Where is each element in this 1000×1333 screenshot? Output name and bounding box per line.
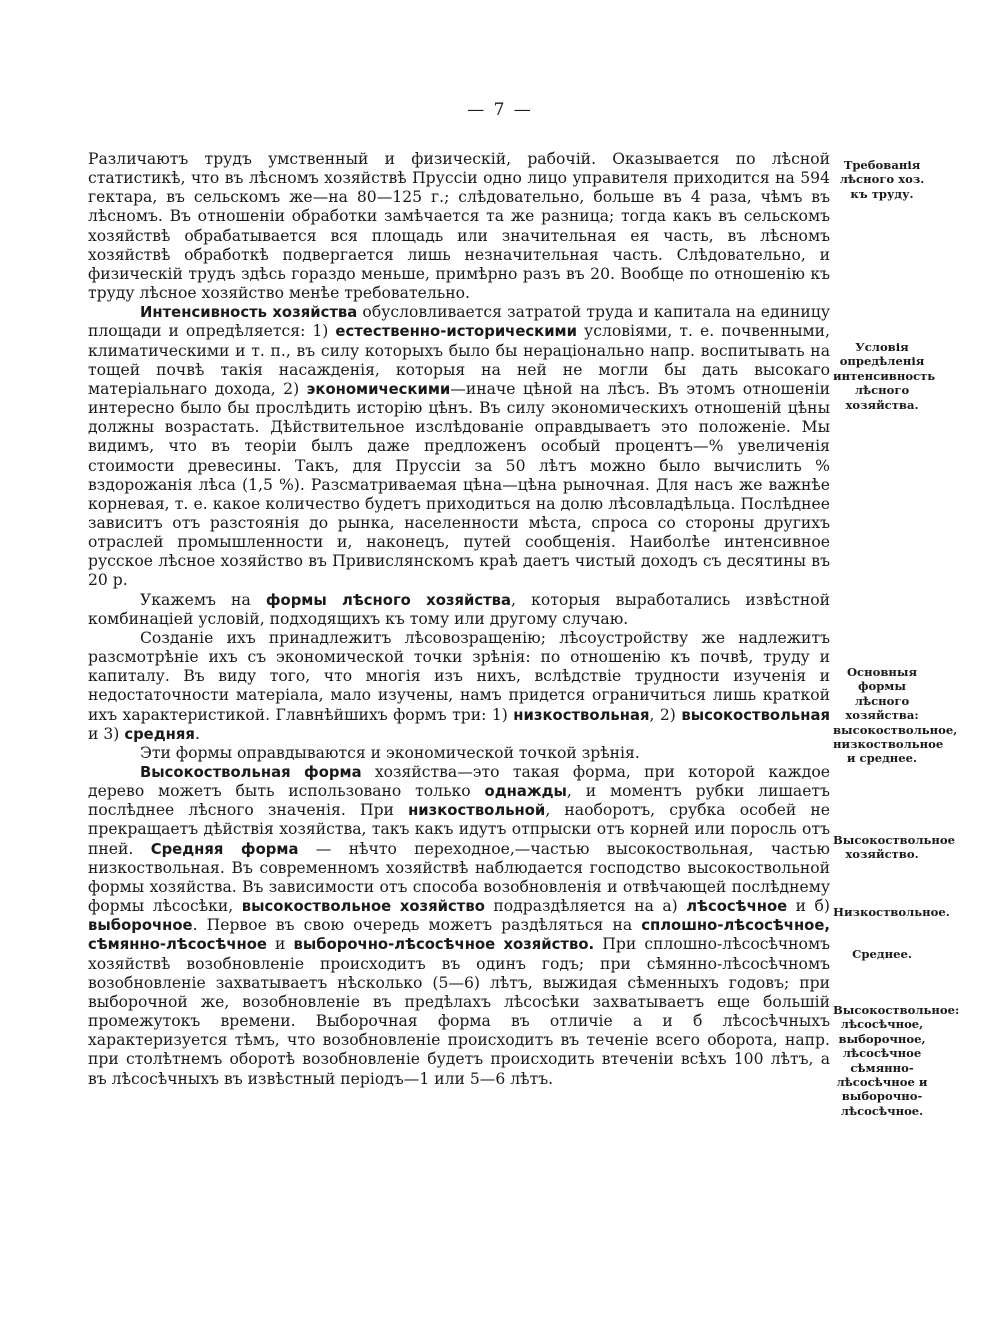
bold-term: однажды — [484, 783, 567, 801]
text-run: и б) — [787, 897, 830, 916]
paragraph-forms-justified — [88, 744, 830, 763]
paragraph-intensity — [88, 303, 830, 590]
paragraph-forms-intro — [88, 591, 830, 629]
text-run: , которыя выработались извѣстной комбинаціей условій, подходящихъ къ тому или другому случаю. — [88, 590, 831, 628]
bold-term: лѣсосѣчное — [686, 898, 788, 916]
margin-note-coppice: Низкоствольное. — [833, 905, 950, 919]
text-run: обусловливается затратой труда и капитала на единицу площади и опредѣляется: 1) — [88, 303, 830, 341]
bold-term: выборочное — [88, 917, 193, 935]
text-run: . Первое въ свою очередь можетъ раздѣляться на — [192, 916, 642, 935]
page-number: — 7 — — [467, 100, 533, 120]
text-run: , 2) — [649, 705, 682, 724]
bold-term: Высокоствольная форма — [140, 764, 362, 781]
bold-term: высокоствольная — [681, 706, 830, 724]
bold-term: формы лѣсного хозяйства — [265, 591, 512, 609]
margin-note-middle: Среднее. — [852, 947, 912, 961]
paragraph-high-forest — [88, 763, 830, 1089]
text-run: Эти формы оправдываются и экономической точкой зрѣнія. — [140, 743, 640, 762]
text-run: . — [194, 724, 200, 743]
main-text — [88, 150, 830, 1089]
paragraph-labor — [88, 150, 830, 303]
text-run: подраздѣляется на а) — [484, 897, 687, 916]
bold-term: Средняя форма — [150, 840, 299, 858]
text-run: —иначе цѣной на лѣсъ. Въ этомъ отношеніи интересно было бы прослѣдить исторію цѣнъ. Въ силу экономическихъ отношеній цѣны должны возрастать. Дѣйствительное изслѣдованіе оправдываетъ это положеніе. Мы видимъ, что въ теоріи былъ даже предложенъ особый процентъ—% увеличенія стоимости древесины. Такъ, для Пруссіи за 50 лѣтъ можно было вычислить % вздорожанія лѣса (1,5 %). Разсматриваемая цѣна—цѣна рыночная. Для насъ же важнѣе корневая, т. е. какое количество будетъ приходиться на долю лѣсовладѣльца. Послѣднее зависитъ отъ разстоянія до рынка, населенности мѣста, спроса со стороны другихъ отраслей промышленности и, наконецъ, путей сообщенія. Наиболѣе интенсивное русское лѣсное хозяйство въ Привислянскомъ краѣ даетъ чистый доходъ съ десятины въ 20 р. — [88, 379, 830, 590]
bold-term: экономическими — [306, 380, 451, 398]
margin-note-labor: Требованія лѣсного хоз. къ труду. — [839, 158, 925, 201]
text-run: и 3) — [88, 724, 125, 743]
margin-note-high-forest: Высокоствольное хозяйство. — [833, 833, 955, 862]
text-run: , и моментъ рубки лишаетъ послѣднее лѣсного значенія. При — [88, 782, 830, 820]
text-run: условіями, т. е. почвенными, климатическими и т. п., въ силу которыхъ было бы нераціонально напр. воспитывать на тощей почвѣ такія насажденія, которыя на ней не могли бы дать высокаго матеріальнаго дохода, 2) — [88, 322, 830, 398]
bold-term: Интенсивность хозяйства — [140, 304, 358, 322]
margin-note-intensity: Условія опредѣленія интенсивность лѣсного хозяйства. — [833, 340, 936, 412]
margin-note-forms: Основныя формы лѣсного хозяйства: высокоствольное, низкоствольное и среднее. — [833, 665, 958, 766]
bold-term: средняя — [124, 725, 195, 743]
text-run: Созданіе ихъ принадлежитъ лѣсовозращенію; лѣсоустройству же надлежитъ разсмотрѣніе ихъ съ экономической точки зрѣнія: по отношенію къ почвѣ, труду и капиталу. Въ виду того, что многія изъ нихъ, вслѣдствіе трудности изученія и недостаточности матеріала, мало изучены, намъ придется ограничиться лишь краткой ихъ характеристикой. Главнѣйшихъ формъ три: 1) — [88, 628, 830, 724]
text-run: — нѣчто переходное,—частью высокоствольная, частью низкоствольная. Въ современномъ хозяйствѣ наблюдается господство высокоствольной формы хозяйства. Въ зависимости отъ способа возобновленія и отвѣчающей послѣднему формы лѣсосѣки, — [88, 839, 830, 916]
text-run: При сплошно-лѣсосѣчномъ хозяйствѣ возобновленіе происходитъ въ одинъ годъ; при сѣмянно-лѣсосѣчномъ возобновленіе захватываетъ нѣсколько (5—6) лѣтъ, выжидая сѣменныхъ годовъ; при выборочной же, возобновленіе въ предѣлахъ лѣсосѣки захватываетъ еще большій промежутокъ времени. Выборочная форма въ отличіе а и б лѣсосѣчныхъ характеризуется тѣмъ, что возобновленіе происходитъ въ теченіе всего оборота, напр. при столѣтнемъ оборотѣ возобновленіе будетъ происходить втеченіи всѣхъ 100 лѣтъ, а въ лѣсосѣчныхъ въ извѣстный періодъ—1 или 5—6 лѣтъ. — [88, 935, 830, 1088]
paragraph-forms-creation — [88, 629, 830, 744]
bold-term: низкоствольной — [408, 802, 546, 820]
bold-term: естественно-историческими — [335, 323, 578, 341]
bold-term: сплошно-лѣсосѣчное, сѣмянно-лѣсосѣчное — [88, 917, 830, 954]
bold-term: высокоствольное хозяйство — [241, 898, 485, 916]
text-run: хозяйства—это такая форма, при которой каждое дерево можетъ быть использовано только — [88, 763, 830, 801]
bold-term: низкоствольная — [513, 706, 650, 724]
text-run: Различаютъ трудъ умственный и физическій, рабочій. Оказывается по лѣсной статистикѣ, что въ лѣсномъ хозяйствѣ Пруссіи одно лицо управителя приходится на 594 гектара, въ сельскомъ же—на 80—125 г.; слѣдовательно, больше въ 4 раза, чѣмъ въ лѣсномъ. Въ отношеніи обработки замѣчается та же разница; тогда какъ въ сельскомъ хозяйствѣ обрабатывается вся площадь или значительная ея часть, въ лѣсномъ хозяйствѣ обработкѣ подвергается лишь незначительная часть. Слѣдовательно, и физическій трудъ здѣсь гораздо меньше, примѣрно разъ въ 20. Вообще по отношенію къ труду лѣсное хозяйство менѣе требовательно. — [88, 150, 830, 303]
margin-note-high-forest-types: Высокоствольное: лѣсосѣчное, выборочное, лѣсосѣчное сѣмянно-лѣсосѣчное и выборочно-лѣсосѣчное. — [833, 1003, 960, 1118]
text-run: и — [266, 935, 294, 954]
text-run: Укажемъ на — [140, 590, 266, 609]
text-run: , наоборотъ, срубка особей не прекращаетъ дѣйствія хозяйства, такъ какъ идутъ отпрыски отъ корней или поросль отъ пней. — [88, 801, 830, 858]
bold-term: выборочно-лѣсосѣчное хозяйство. — [293, 936, 595, 954]
